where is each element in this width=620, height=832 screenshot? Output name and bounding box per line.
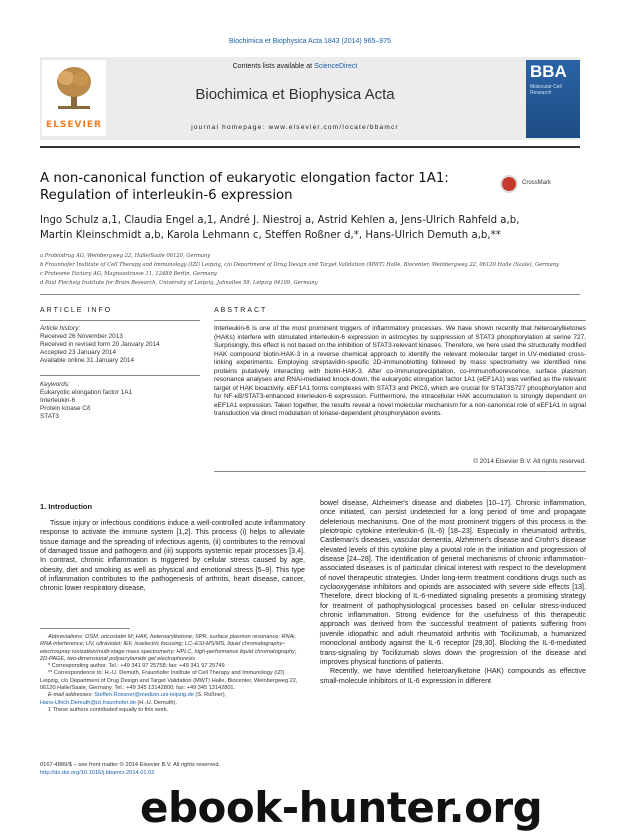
- email-owner: (H.-U. Demuth).: [137, 699, 177, 706]
- copyright: © 2014 Elsevier B.V. All rights reserved.: [473, 458, 586, 465]
- article-history: [40, 325, 205, 365]
- elsevier-tree-icon: [54, 64, 94, 110]
- abbreviations: Abbreviations: OSM, oncostatin M; HAK, heteroarylketone; SPR, surface plasmon resonance; RNAi, RNA interference; UV, ultraviolet; IEF, isoelectric focusing; LC–ESI-MS/MS, liquid chromatography–electrospray ionization/multi-stage mass spectrometry; HPLC, high-performance liquid chromatography; 2D-PAGE, two-dimensional polyacrylamide gel electrophoresis: [40, 634, 297, 662]
- email-line: [40, 700, 305, 707]
- paragraph: bowel disease, Alzheimer's disease and diabetes [10–17]. Chronic inflammation, once initiated, can persist undetected for a long period of time and propagate deleterious mechanisms. One of the most prominent triggers of this process is the pleiotropic cytokine interleukin-6 (IL-6) [18–23]. Especially in rheumatoid arthritis, Castleman's diseases, vascular dementia, Alzheimer's disease and Crohn's disease elevated levels of this cytokine play a pivotal role in the initiation and progression of disease [24–28]. The identification of general mechanisms of chronic inflammation-associated diseases is of particular clinical interest with respect to the development of novel therapeutic strategies. Under long-term treatment conditions drugs such as cyclooxygenase inhibitors and opioids are associated with severe side effects [13]. Therefore, direct blocking of IL-6-mediated signaling presents a promising strategy for treatment of pathophysiological processes based on cellular stress-induced chronic inflammation. Strong evidence for the usefulness of this therapeutic approach was derived from the successful treatment of patients suffering from juvenile idiopathic and adult rheumatoid arthritis with Tocilizumab, a humanized monoclonal antibody against the IL-6 receptor [29,30]. Blocking the IL-6-mediated trans-signaling by Tocilizumab slows down the progression of the disease and improves physical functions of patients.: [320, 499, 586, 666]
- history-item: Accepted 23 January 2014: [40, 349, 117, 356]
- footnotes: [40, 634, 305, 714]
- abstract-rule: [214, 320, 586, 321]
- section-heading: 1. Introduction: [40, 502, 93, 511]
- email-link[interactable]: Steffen.Rossner@medizin.uni-leipzig.de: [94, 692, 194, 699]
- corresponding-author: * Corresponding author. Tel.: +49 341 97 25758; fax: +49 341 97 25749.: [48, 663, 227, 670]
- article-title: A non-canonical function of eukaryotic elongation factor 1A1: Regulation of interleukin-6 expression: [40, 171, 449, 203]
- keyword: STAT3: [40, 413, 59, 420]
- watermark: ebook-hunter.org: [140, 783, 543, 832]
- intro-right-column: [320, 499, 586, 686]
- history-item: Received in revised form 20 January 2014: [40, 341, 160, 348]
- divider: [40, 294, 580, 295]
- cover-title: BBA: [530, 62, 567, 81]
- correspondence: ** Correspondence to: H.-U. Demuth, Fraunhofer Institute of Cell Therapy and Immunology (IZI) Leipzig, c/o Department of Drug Design and Target Validation (MWT) Halle, Biocenter, Weinbergweg 22, 06120 Halle/Saale, Germany. Tel.: +49 345 13142800; fax: +49 345 13142801.: [40, 670, 298, 692]
- keywords: [40, 381, 205, 421]
- journal-reference[interactable]: Biochimica et Biophysica Acta 1843 (2014) 965–975: [229, 38, 391, 45]
- history-item: Available online 31 January 2014: [40, 357, 135, 364]
- authors-line-1: Ingo Schulz a,1, Claudia Engel a,1, André J. Niestroj a, Astrid Kehlen a, Jens-Ulrich Rahfeld a,b,: [40, 215, 520, 226]
- affiliation: b Fraunhofer Institute of Cell Therapy and Immunology (IZI) Leipzig, c/o Department of Drug Design and Target Validation (MWT) Halle, Biocenter, Weinbergweg 22, 06120 Halle (Saale), Germany: [40, 262, 559, 268]
- author-list: [40, 213, 585, 243]
- issn-block: [40, 762, 305, 777]
- paragraph: Tissue injury or infectious conditions induce a well-controlled acute inflammatory response to activate the immune system [1,2]. This process (i) helps to alleviate tissue damage and the spreading of infectious agents, (ii) contributes to the removal of damaged tissue and pathogens and (iii) supports systemic repair processes [3,4]. In contrast, chronic inflammation is triggered by cellular stress caused by age, obesity, diet and smoking as well as physical and emotional stress [5–9]. This type of inflammation contributes to the pathogenesis of arthritis, heart disease, cancer, chronic lower respiratory disease,: [40, 519, 305, 593]
- history-label: Article history:: [40, 325, 81, 332]
- keywords-label: Keywords:: [40, 381, 70, 388]
- email-label: E-mail addresses:: [48, 692, 93, 699]
- email-line: [40, 692, 305, 699]
- cover-subtitle: Molecular Cell Research: [530, 84, 562, 96]
- affiliation: c Proteome Factory AG, Magnusstrasse 11, 12489 Berlin, Germany: [40, 271, 217, 277]
- info-rule: [40, 375, 200, 376]
- authors-line-2: Martin Kleinschmidt a,b, Karola Lehmann c, Steffen Roßner d,*, Hans-Ulrich Demuth a,b,**: [40, 230, 501, 241]
- email-owner: (S. Roßner),: [195, 692, 227, 699]
- crossmark-icon[interactable]: [500, 175, 518, 193]
- email-link[interactable]: Hans-Ulrich.Demuth@izi.fraunhofer.de: [40, 699, 136, 706]
- abstract-bottom-rule: [214, 471, 586, 472]
- contents-line: [120, 63, 470, 70]
- footnote-rule: [40, 628, 130, 629]
- front-matter: 0167-4889/$ – see front matter © 2014 Elsevier B.V. All rights reserved.: [40, 762, 221, 768]
- journal-title: Biochimica et Biophysica Acta: [195, 86, 395, 103]
- article-info-heading: ARTICLE INFO: [40, 307, 113, 314]
- abstract-heading: ABSTRACT: [214, 307, 268, 314]
- history-item: Received 26 November 2013: [40, 333, 123, 340]
- doi-link[interactable]: http://dx.doi.org/10.1016/j.bbamcr.2014.01.02: [40, 769, 155, 776]
- paragraph: Recently, we have identified heteroarylketone (HAK) compounds as effective small-molecule inhibitors of IL-6 expression in different: [320, 667, 586, 685]
- abstract-text: Interleukin-6 is one of the most prominent triggers of inflammatory processes. We have shown recently that heteroarylketones (HAKs) interfere with stimulated interleukin-6 expression in astrocytes by suppression of STAT3 phosphorylation at serine 727. Surprisingly, this effect is not based on the inhibition of STAT3-relevant kinases. Therefore, we here used the structurally modified HAK compound biotin-HAK-3 in a reverse chemical approach to identify the relevant molecular target in UV-mediated cross-linking experiments. Employing streptavidin-specific 2D-immunoblotting followed by mass spectrometry we identified nine proteins putatively interacting with biotin-HAK-3. After co-immunoprecipitation, co-immunofluorescence, surface plasmon resonance analyses and RNAi-mediated knock-down, the eukaryotic elongation factor 1A1 (eEF1A1) was verified as the relevant target of HAK bioactivity. eEF1A1 forms complexes with STAT3 and PKCδ, which are crucial for STAT3S727 phosphorylation and for NF-κB/STAT3-enhanced interleukin-6 expression. Furthermore, the intracellular HAK accumulation is strongly dependent on eEF1A1 expression. Taken together, the results reveal a novel molecular mechanism for a non-canonical role of eEF1A1 in signal transduction via direct modulation of kinase-dependent phosphorylation events.: [214, 325, 586, 417]
- elsevier-wordmark: ELSEVIER: [46, 120, 102, 130]
- header-rule: [40, 146, 580, 148]
- crossmark-label[interactable]: CrossMark: [522, 180, 552, 186]
- sciencedirect-link[interactable]: ScienceDirect: [314, 63, 358, 70]
- info-rule: [40, 320, 200, 321]
- equal-contribution-note: 1 These authors contributed equally to this work.: [48, 706, 169, 713]
- keyword: Protein kinase Cδ: [40, 405, 91, 412]
- affiliation: a Probiodrug AG, Weinbergweg 22, Halle/Saale 06120, Germany: [40, 253, 211, 259]
- affiliations: [40, 252, 585, 288]
- journal-homepage[interactable]: journal homepage: www.elsevier.com/locate/bbamcr: [191, 124, 399, 131]
- keyword: Interleukin-6: [40, 397, 76, 404]
- intro-left-column: [40, 519, 305, 594]
- keyword: Eukaryotic elongation factor 1A1: [40, 389, 133, 396]
- affiliation: d Paul Flechsig Institute for Brain Research, University of Leipzig, Jahnallee 59, Leipzig 04109, Germany: [40, 280, 318, 286]
- contents-prefix: Contents lists available at: [232, 63, 313, 70]
